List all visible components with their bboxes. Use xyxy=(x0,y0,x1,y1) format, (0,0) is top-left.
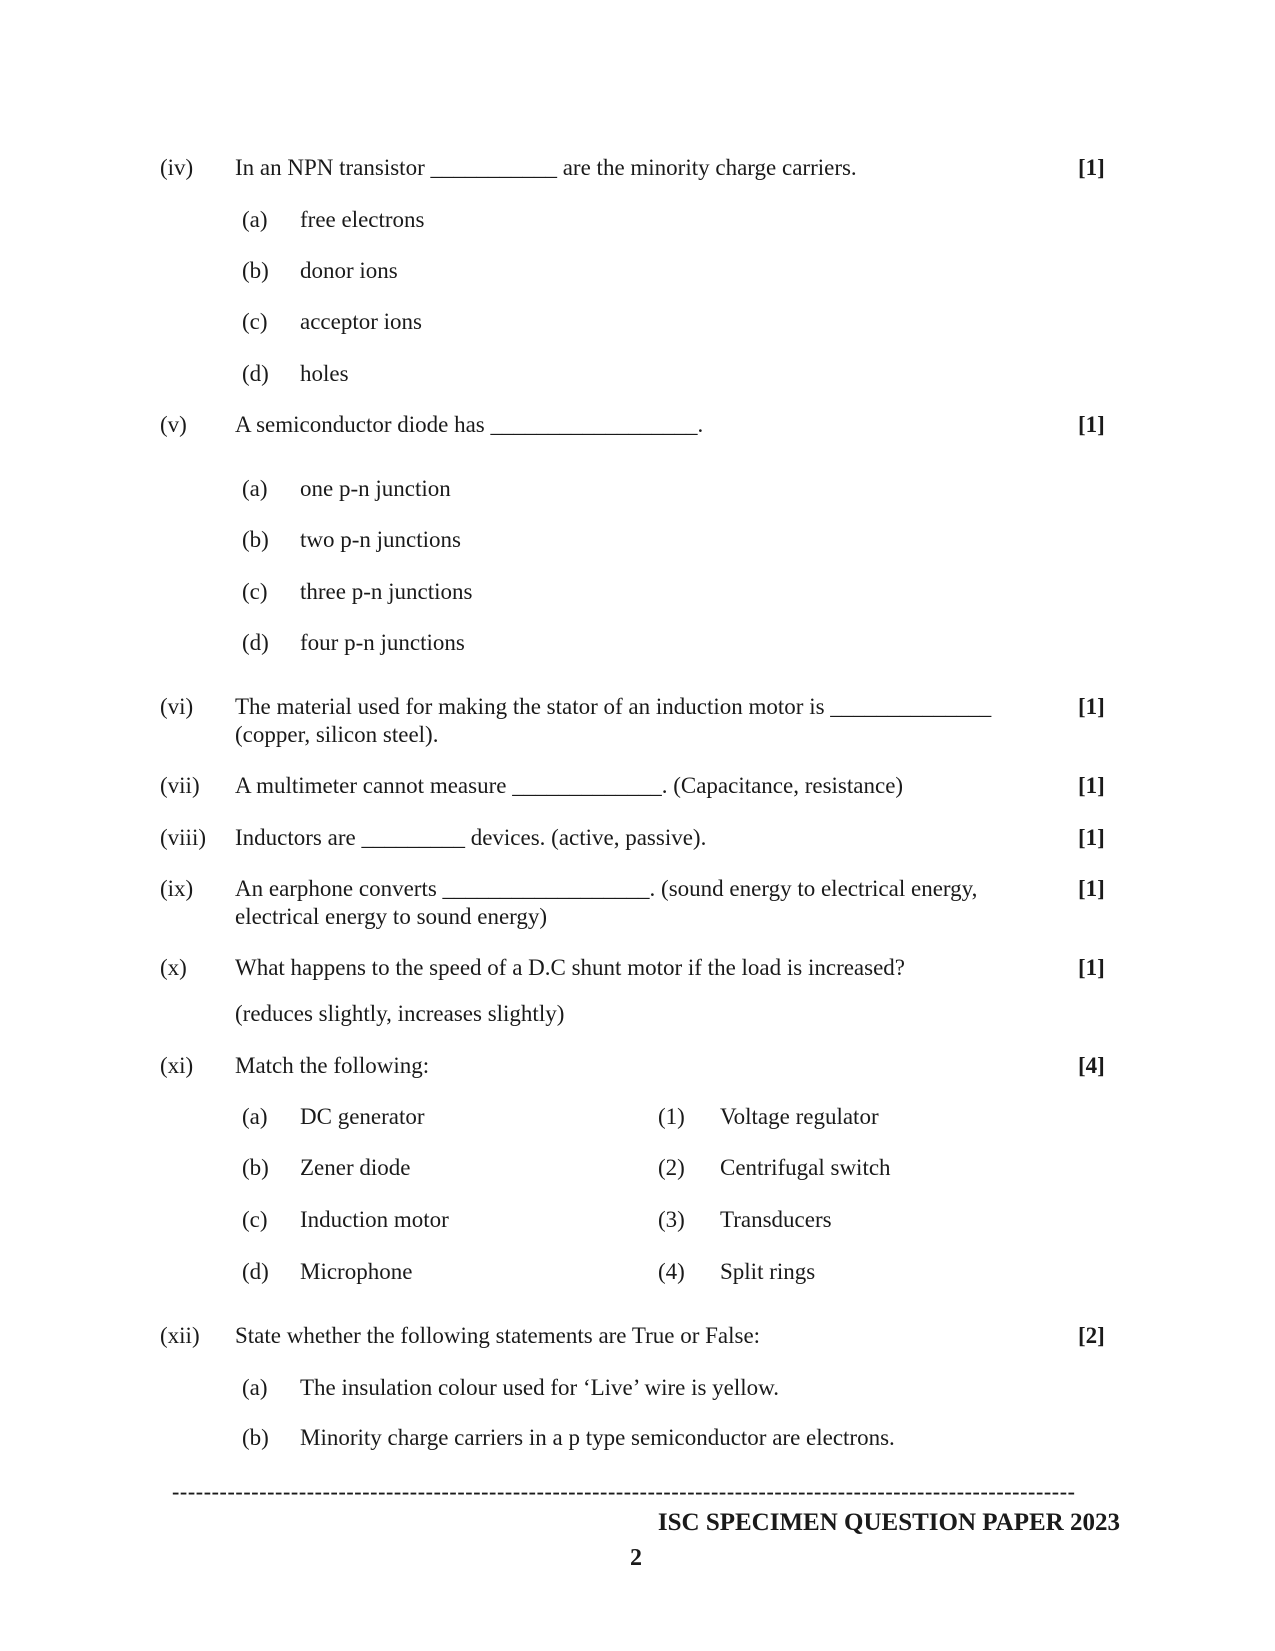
question-text: Match the following: xyxy=(235,1053,430,1078)
question-text: The material used for making the stator of an induction motor is ______________ (copper, silicon steel). xyxy=(235,694,992,747)
question-number: (xii) xyxy=(160,1323,200,1348)
match-left-text: DC generator xyxy=(300,1104,425,1129)
option-text: two p-n junctions xyxy=(300,527,461,552)
question-number: (vi) xyxy=(160,694,194,719)
option-letter: (a) xyxy=(242,207,268,232)
option-text: donor ions xyxy=(300,258,398,283)
match-right-number: (3) xyxy=(658,1207,685,1232)
match-left-letter: (d) xyxy=(242,1259,269,1284)
option-letter: (b) xyxy=(242,258,269,283)
match-left-text: Microphone xyxy=(300,1259,413,1284)
option-letter: (c) xyxy=(242,309,268,334)
option-letter: (d) xyxy=(242,361,269,386)
question-number: (x) xyxy=(160,955,187,980)
match-left-letter: (a) xyxy=(242,1104,268,1129)
option-text: one p-n junction xyxy=(300,476,451,501)
match-left-text: Zener diode xyxy=(300,1155,411,1180)
option-letter: (d) xyxy=(242,630,269,655)
question-text: State whether the following statements are True or False: xyxy=(235,1323,761,1348)
question-number: (v) xyxy=(160,412,187,437)
option-letter: (c) xyxy=(242,579,268,604)
option-letter: (a) xyxy=(242,476,268,501)
question-text: In an NPN transistor ___________ are the minority charge carriers. xyxy=(235,155,857,180)
question-hint: (reduces slightly, increases slightly) xyxy=(235,1001,565,1026)
question-number: (viii) xyxy=(160,825,206,850)
question-number: (ix) xyxy=(160,876,194,901)
page-number: 2 xyxy=(630,1545,642,1571)
marks-badge: [2] xyxy=(1078,1323,1105,1348)
option-text: four p-n junctions xyxy=(300,630,465,655)
option-text: acceptor ions xyxy=(300,309,422,334)
option-text: free electrons xyxy=(300,207,425,232)
marks-badge: [1] xyxy=(1078,955,1105,980)
marks-badge: [1] xyxy=(1078,155,1105,180)
match-left-letter: (c) xyxy=(242,1207,268,1232)
match-right-text: Split rings xyxy=(720,1259,816,1284)
option-letter: (b) xyxy=(242,1425,269,1450)
marks-badge: [1] xyxy=(1078,876,1105,901)
question-number: (iv) xyxy=(160,155,194,180)
question-text: What happens to the speed of a D.C shunt motor if the load is increased? xyxy=(235,955,906,980)
question-text: A multimeter cannot measure _____________. (Capacitance, resistance) xyxy=(235,773,904,798)
option-text: holes xyxy=(300,361,349,386)
footer-divider: ------------------------------------------------------------------------------------------------------------------ xyxy=(172,1480,1076,1504)
question-text: Inductors are _________ devices. (active, passive). xyxy=(235,825,707,850)
option-text: three p-n junctions xyxy=(300,579,473,604)
question-text: An earphone converts __________________. (sound energy to electrical energy, electrical energy to sound energy) xyxy=(235,876,978,929)
option-text: The insulation colour used for ‘Live’ wire is yellow. xyxy=(300,1375,780,1400)
marks-badge: [1] xyxy=(1078,773,1105,798)
match-left-text: Induction motor xyxy=(300,1207,449,1232)
match-right-text: Transducers xyxy=(720,1207,832,1232)
match-right-number: (1) xyxy=(658,1104,685,1129)
match-right-text: Centrifugal switch xyxy=(720,1155,891,1180)
question-number: (vii) xyxy=(160,773,200,798)
footer-title: ISC SPECIMEN QUESTION PAPER 2023 xyxy=(657,1509,1120,1536)
match-right-number: (4) xyxy=(658,1259,685,1284)
marks-badge: [1] xyxy=(1078,412,1105,437)
marks-badge: [1] xyxy=(1078,825,1105,850)
marks-badge: [4] xyxy=(1078,1053,1105,1078)
question-text: A semiconductor diode has __________________. xyxy=(235,412,704,437)
marks-badge: [1] xyxy=(1078,694,1105,719)
option-letter: (a) xyxy=(242,1375,268,1400)
match-right-text: Voltage regulator xyxy=(720,1104,879,1129)
match-left-letter: (b) xyxy=(242,1155,269,1180)
option-text: Minority charge carriers in a p type semiconductor are electrons. xyxy=(300,1425,895,1450)
question-number: (xi) xyxy=(160,1053,194,1078)
option-letter: (b) xyxy=(242,527,269,552)
match-right-number: (2) xyxy=(658,1155,685,1180)
